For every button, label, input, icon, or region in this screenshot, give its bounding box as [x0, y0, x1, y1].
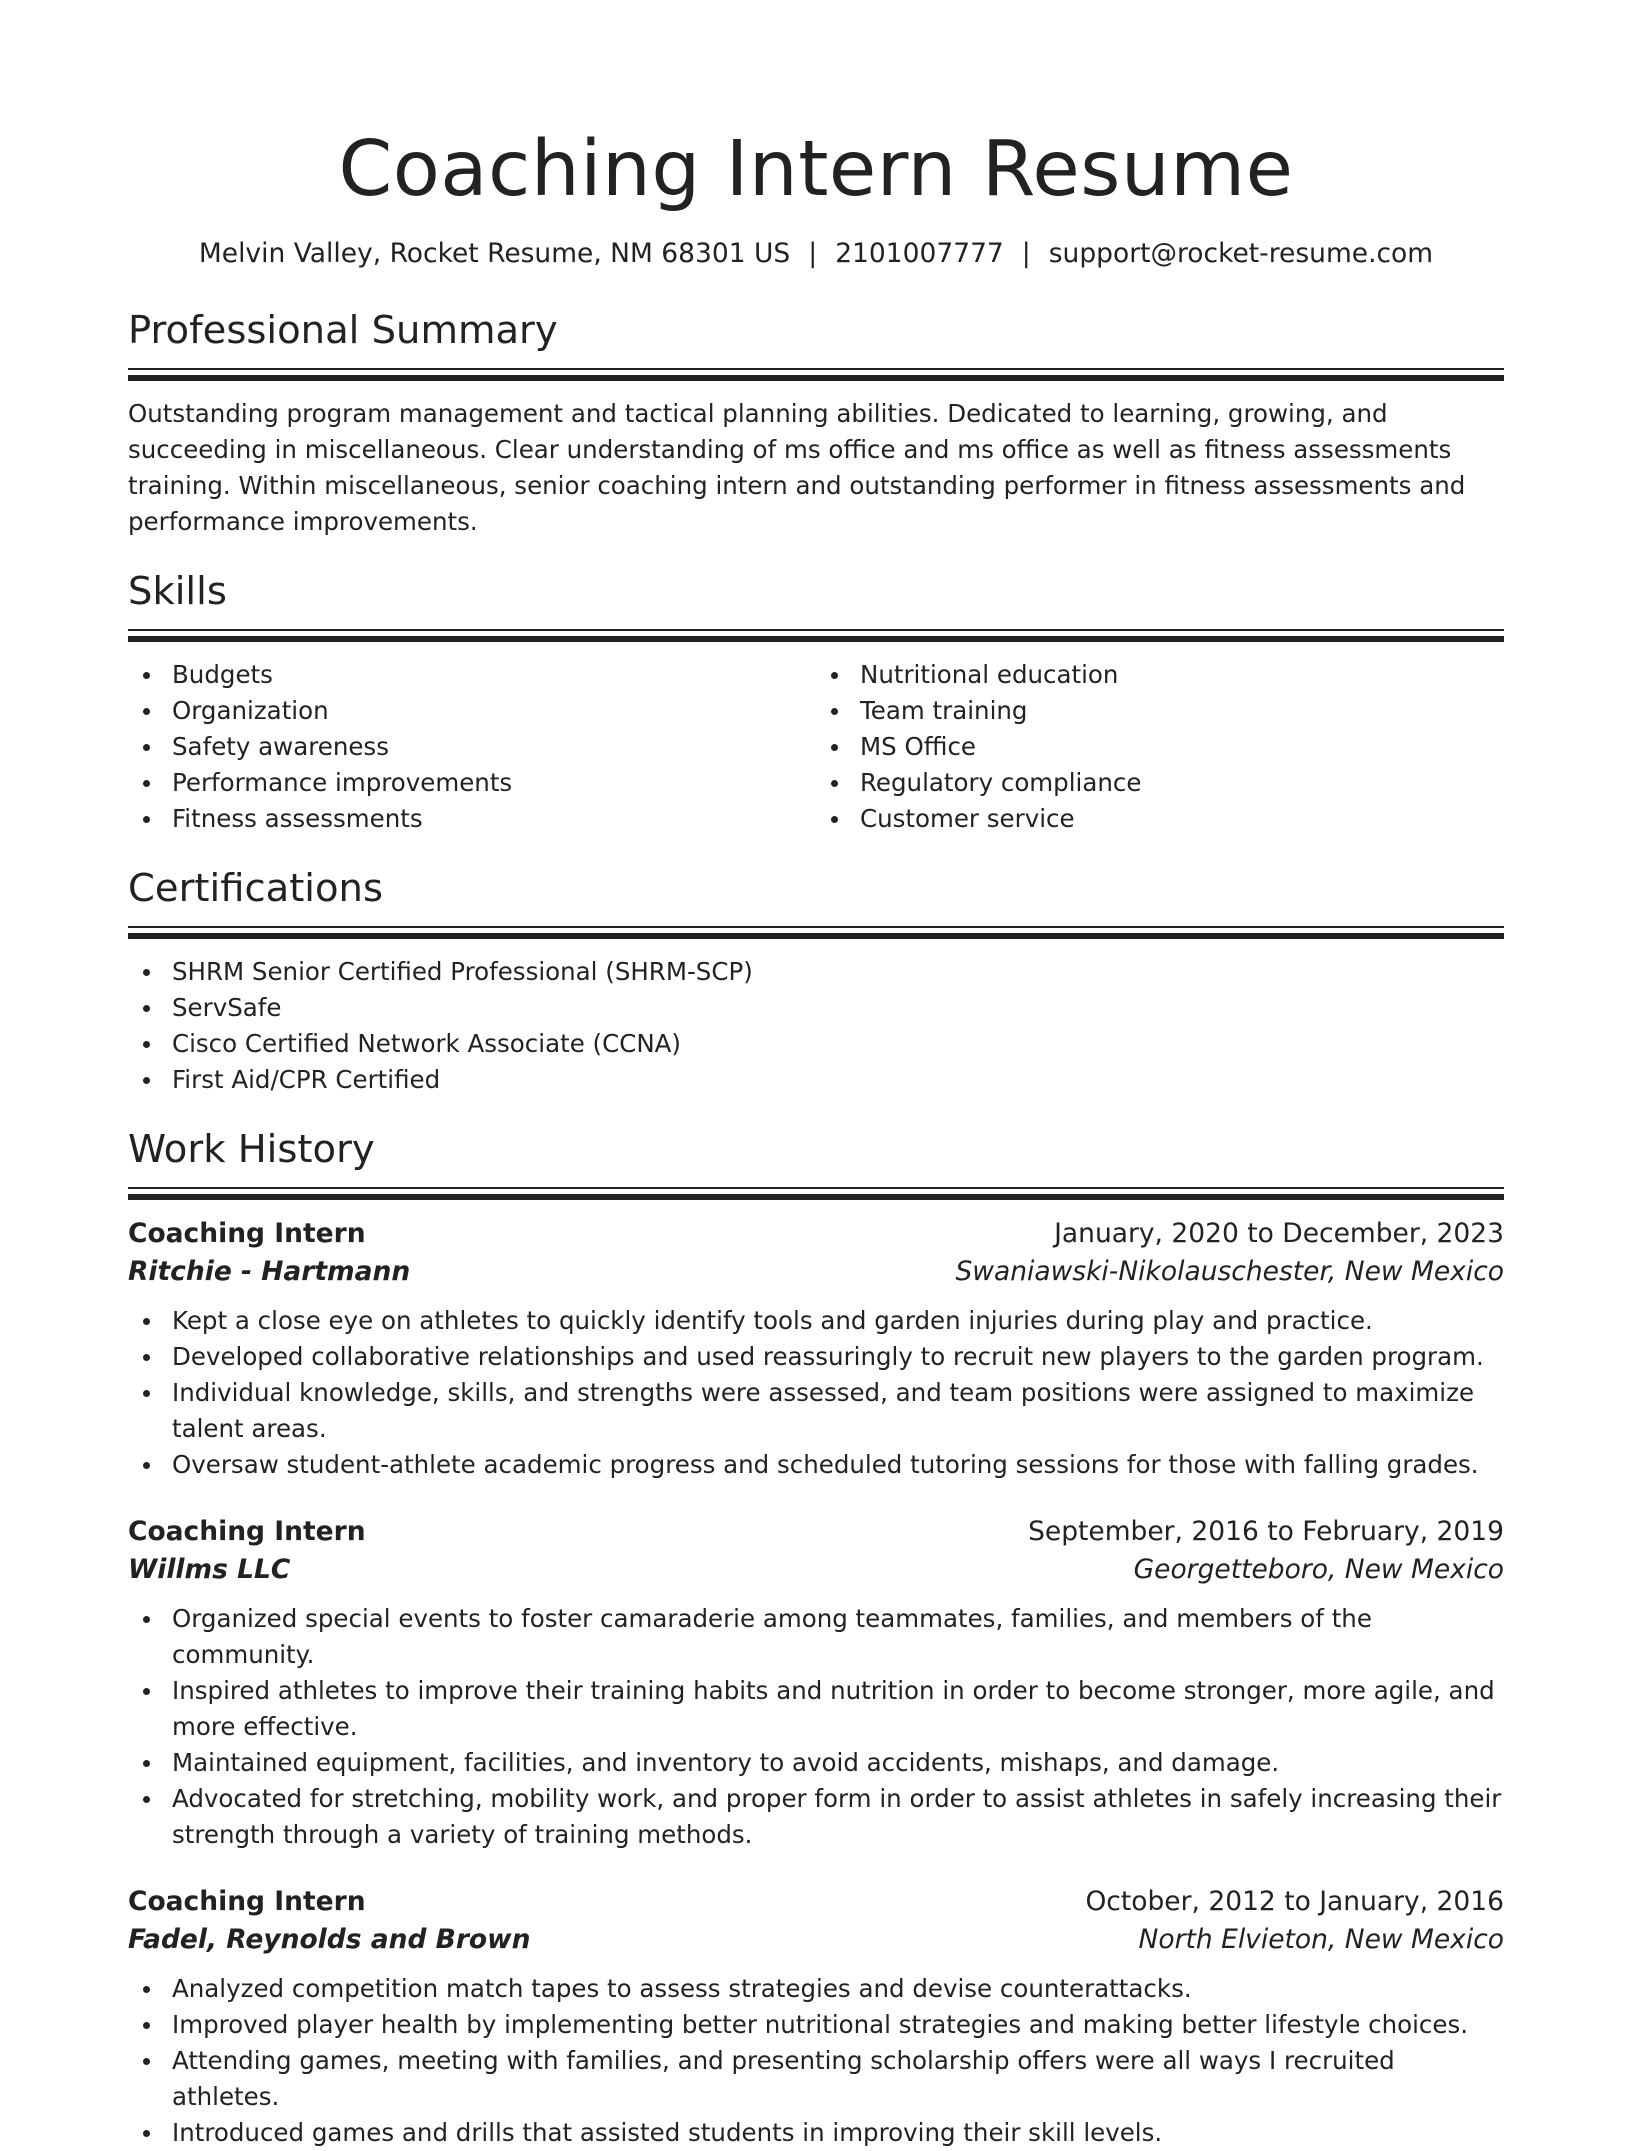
- contact-address: Melvin Valley, Rocket Resume, NM 68301 US: [198, 238, 791, 269]
- job-title: Coaching Intern: [128, 1886, 366, 1917]
- section-heading-certifications: Certifications: [128, 866, 384, 911]
- contact-separator: |: [808, 238, 818, 269]
- job-entry: [128, 1883, 1504, 2151]
- contact-email: support@rocket-resume.com: [1048, 238, 1434, 269]
- skill-item: Safety awareness: [128, 729, 816, 765]
- skills-section: [128, 567, 1504, 837]
- job-duty: Organized special events to foster camaraderie among teammates, families, and members of the community.: [128, 1601, 1504, 1673]
- job-location: North Elvieton, New Mexico: [1138, 1924, 1504, 1955]
- job-dates: January, 2020 to December, 2023: [1054, 1218, 1504, 1249]
- job-duty: Oversaw student-athlete academic progress and scheduled tutoring sessions for those with falling grades.: [128, 1447, 1504, 1483]
- job-header: [128, 1513, 1504, 1551]
- job-entry: [128, 1215, 1504, 1483]
- job-duty: Individual knowledge, skills, and strengths were assessed, and team positions were assigned to maximize talent areas.: [128, 1375, 1504, 1447]
- job-duty: Inspired athletes to improve their training habits and nutrition in order to become stronger, more agile, and more effective.: [128, 1673, 1504, 1745]
- job-duty: Improved player health by implementing better nutritional strategies and making better lifestyle choices.: [128, 2007, 1504, 2043]
- job-subheader: [128, 1551, 1504, 1589]
- contact-line: [128, 236, 1504, 272]
- skill-item: Organization: [128, 693, 816, 729]
- job-dates: September, 2016 to February, 2019: [1028, 1516, 1504, 1547]
- contact-phone: 2101007777: [835, 238, 1004, 269]
- job-duties: [128, 1303, 1504, 1483]
- job-location: Swaniawski-Nikolauschester, New Mexico: [955, 1256, 1504, 1287]
- certifications-section: [128, 864, 1504, 1098]
- job-location: Georgetteboro, New Mexico: [1133, 1554, 1504, 1585]
- skill-item: Fitness assessments: [128, 801, 816, 837]
- job-dates: October, 2012 to January, 2016: [1085, 1886, 1504, 1917]
- section-heading-skills: Skills: [128, 569, 227, 614]
- certification-item: Cisco Certified Network Associate (CCNA): [128, 1026, 1504, 1062]
- page-title: Coaching Intern Resume: [338, 125, 1294, 214]
- job-duty: Analyzed competition match tapes to assess strategies and devise counterattacks.: [128, 1971, 1504, 2007]
- section-heading-summary: Professional Summary: [128, 308, 558, 353]
- section-divider: [128, 1187, 1504, 1200]
- contact-separator: |: [1021, 238, 1031, 269]
- job-title: Coaching Intern: [128, 1516, 366, 1547]
- skill-item: Budgets: [128, 657, 816, 693]
- job-subheader: [128, 1253, 1504, 1291]
- certification-item: SHRM Senior Certified Professional (SHRM-SCP): [128, 954, 1504, 990]
- work-history-section: [128, 1125, 1504, 2151]
- job-duty: Attending games, meeting with families, and presenting scholarship offers were all ways I recruited athletes.: [128, 2043, 1504, 2115]
- job-duty: Developed collaborative relationships and used reassuringly to recruit new players to the garden program.: [128, 1339, 1504, 1375]
- job-duties: [128, 1971, 1504, 2151]
- job-header: [128, 1883, 1504, 1921]
- skills-list-left: [128, 657, 816, 837]
- job-duty: Kept a close eye on athletes to quickly identify tools and garden injuries during play and practice.: [128, 1303, 1504, 1339]
- job-subheader: [128, 1921, 1504, 1959]
- certification-item: First Aid/CPR Certified: [128, 1062, 1504, 1098]
- job-company: Fadel, Reynolds and Brown: [128, 1924, 531, 1955]
- skills-list-right: [816, 657, 1504, 837]
- job-duty: Introduced games and drills that assisted students in improving their skill levels.: [128, 2115, 1504, 2151]
- skill-item: Nutritional education: [816, 657, 1504, 693]
- skill-item: Regulatory compliance: [816, 765, 1504, 801]
- skills-columns: [128, 657, 1504, 837]
- section-divider: [128, 368, 1504, 381]
- job-duty: Advocated for stretching, mobility work, and proper form in order to assist athletes in safely increasing their strength through a variety of training methods.: [128, 1781, 1504, 1853]
- job-title: Coaching Intern: [128, 1218, 366, 1249]
- skill-item: Customer service: [816, 801, 1504, 837]
- job-duty: Maintained equipment, facilities, and inventory to avoid accidents, mishaps, and damage.: [128, 1745, 1504, 1781]
- job-company: Ritchie - Hartmann: [128, 1256, 411, 1287]
- section-divider: [128, 629, 1504, 642]
- certification-item: ServSafe: [128, 990, 1504, 1026]
- job-company: Willms LLC: [128, 1554, 291, 1585]
- summary-section: [128, 306, 1504, 540]
- certifications-list: [128, 954, 1504, 1098]
- skill-item: Performance improvements: [128, 765, 816, 801]
- section-divider: [128, 926, 1504, 939]
- skill-item: Team training: [816, 693, 1504, 729]
- job-duties: [128, 1601, 1504, 1853]
- job-header: [128, 1215, 1504, 1253]
- job-entry: [128, 1513, 1504, 1853]
- summary-text: Outstanding program management and tactical planning abilities. Dedicated to learning, growing, and succeeding in miscellaneous. Clear understanding of ms office and ms office as well as fitness assessments training. Within miscellaneous, senior coaching intern and outstanding performer in fitness assessments and performance improvements.: [128, 399, 1466, 536]
- section-heading-work: Work History: [128, 1127, 375, 1172]
- skill-item: MS Office: [816, 729, 1504, 765]
